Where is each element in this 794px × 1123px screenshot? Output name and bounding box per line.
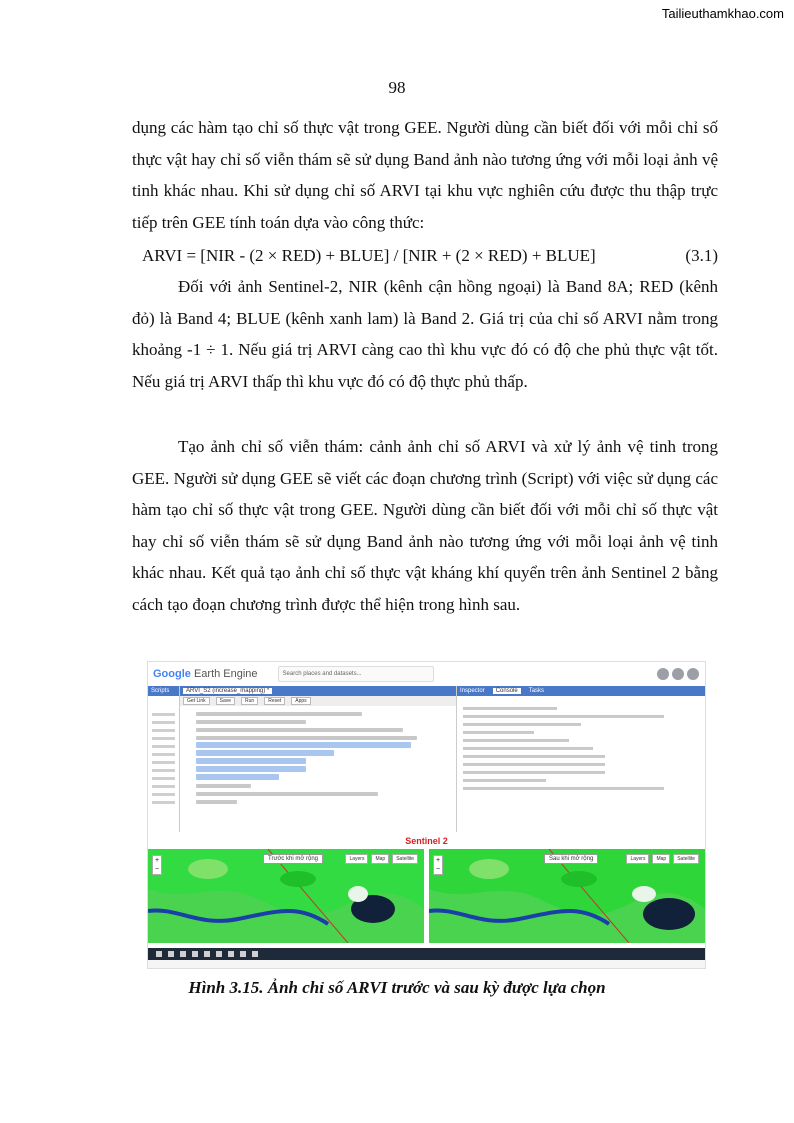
gee-topbar	[148, 662, 705, 687]
code-editor-panel	[180, 686, 457, 832]
paragraph-1	[132, 112, 718, 238]
taskbar-app-icon[interactable]	[192, 951, 198, 957]
gee-search-placeholder: Search places and datasets...	[282, 671, 362, 677]
scripts-panel	[148, 686, 180, 832]
get-link-button[interactable]: Get Link	[183, 697, 210, 705]
apps-button[interactable]: Apps	[291, 697, 310, 705]
map-button-before[interactable]: Map	[371, 854, 389, 864]
taskbar-app-icon[interactable]	[168, 951, 174, 957]
help-icon[interactable]	[657, 668, 669, 680]
tab-inspector[interactable]: Inspector	[460, 688, 485, 694]
map-after[interactable]	[429, 849, 705, 943]
taskbar-app-icon[interactable]	[228, 951, 234, 957]
run-button[interactable]: Run	[241, 697, 258, 705]
site-watermark-link[interactable]: Tailieuthamkhao.com	[661, 6, 784, 21]
avatar[interactable]	[687, 668, 699, 680]
figure-caption: Hình 3.15. Ảnh chỉ số ARVI trước và sau kỳ được lựa chọn	[188, 978, 606, 997]
code-lines[interactable]	[180, 708, 456, 832]
arvi-formula: ARVI = [NIR - (2 × RED) + BLUE] / [NIR + (2 × RED) + BLUE]	[142, 246, 596, 265]
notifications-icon[interactable]	[672, 668, 684, 680]
taskbar-app-icon[interactable]	[216, 951, 222, 957]
paragraph-2-text: Đối với ảnh Sentinel-2, NIR (kênh cận hồng ngoại) là Band 8A; RED (kênh đỏ) là Band 4; BLUE (kênh xanh lam) là Band 2. Giá trị của chỉ số ARVI nằm trong khoảng -1 ÷ 1. Nếu giá trị ARVI càng cao thì khu vực đó có độ che phủ thực vật tốt. Nếu giá trị ARVI thấp thì khu vực đó có độ thực phủ thấp.	[132, 277, 718, 391]
start-icon[interactable]	[156, 951, 162, 957]
console-output	[457, 696, 705, 801]
map-before[interactable]	[148, 849, 424, 943]
map-area	[148, 832, 705, 960]
taskbar-app-icon[interactable]	[252, 951, 258, 957]
tab-script-file[interactable]: ARVI_S2 (increase_mapping) *	[183, 688, 272, 694]
taskbar-app-icon[interactable]	[180, 951, 186, 957]
map-after-caption: Sau khi mở rộng	[544, 854, 598, 864]
map-title: Sentinel 2	[405, 836, 448, 846]
taskbar-app-icon[interactable]	[204, 951, 210, 957]
gee-screenshot-figure	[147, 661, 706, 969]
paragraph-3	[132, 431, 718, 620]
script-file-list	[148, 696, 179, 804]
windows-taskbar	[148, 948, 705, 960]
tab-console[interactable]: Console	[493, 688, 521, 694]
zoom-controls-before[interactable]: + −	[152, 855, 162, 875]
code-toolbar	[180, 696, 456, 706]
gee-logo	[153, 668, 258, 680]
formula-number: (3.1)	[685, 246, 718, 265]
console-panel	[457, 686, 705, 832]
gee-logo-rest: Earth Engine	[190, 668, 258, 680]
gee-search-input[interactable]	[278, 666, 434, 682]
map-before-caption: Trước khi mở rộng	[263, 854, 323, 864]
gee-panels	[148, 686, 705, 832]
save-button[interactable]: Save	[216, 697, 235, 705]
tab-tasks[interactable]: Tasks	[528, 688, 545, 694]
layers-button-before[interactable]: Layers	[345, 854, 368, 864]
map-button-after[interactable]: Map	[652, 854, 670, 864]
reset-button[interactable]: Reset	[264, 697, 285, 705]
satellite-button-after[interactable]: Satellite	[673, 854, 699, 864]
taskbar-app-icon[interactable]	[240, 951, 246, 957]
page-number: 98	[388, 78, 406, 97]
satellite-button-before[interactable]: Satellite	[392, 854, 418, 864]
zoom-controls-after[interactable]: + −	[433, 855, 443, 875]
gee-logo-google: Google	[153, 668, 191, 680]
tab-scripts[interactable]: Scripts	[151, 688, 170, 694]
paragraph-1-text: dụng các hàm tạo chỉ số thực vật trong GEE. Người dùng cần biết đối với mỗi chỉ số thực vật hay chỉ số viễn thám sẽ sử dụng Band ảnh nào tương ứng với mỗi loại ảnh vệ tinh khác nhau. Khi sử dụng chỉ số ARVI tại khu vực nghiên cứu được thu thập trực tiếp trên GEE tính toán dựa vào công thức:	[132, 118, 718, 232]
paragraph-3-text: Tạo ảnh chỉ số viễn thám: cảnh ảnh chỉ số ARVI và xử lý ảnh vệ tinh trong GEE. Người sử dụng GEE sẽ viết các đoạn chương trình (Script) với việc sử dụng các hàm tạo chỉ số thực vật trong GEE. Người dùng cần biết đối với mỗi chỉ số thực vật hay chỉ số viễn thám sẽ sử dụng Band ảnh nào tương ứng với mỗi loại ảnh vệ tinh khác nhau. Kết quả tạo ảnh chỉ số thực vật kháng khí quyển trên ảnh Sentinel 2 bằng cách tạo đoạn chương trình được thể hiện trong hình sau.	[132, 437, 718, 614]
paragraph-2	[132, 271, 718, 397]
gee-top-icons	[657, 668, 699, 680]
formula-line	[142, 240, 718, 272]
layers-button-after[interactable]: Layers	[626, 854, 649, 864]
